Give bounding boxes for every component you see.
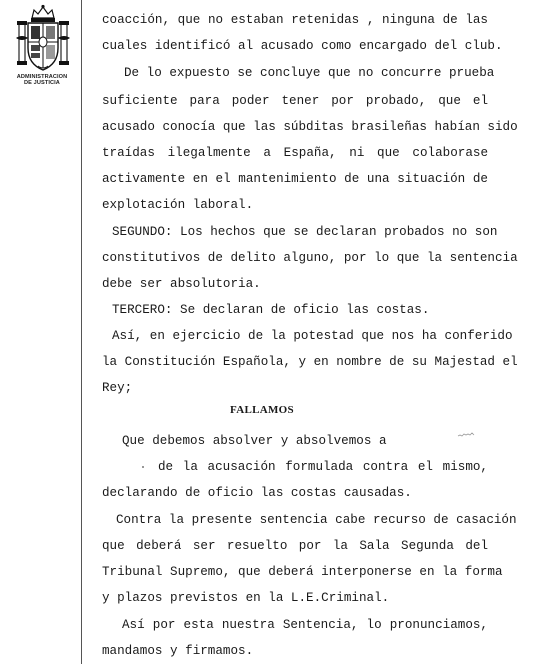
crest-caption-line1: ADMINISTRACION	[16, 74, 68, 80]
margin-rule	[81, 0, 82, 664]
text-line: suficiente para poder tener por probado, que el	[102, 94, 488, 108]
text-line: cuales identificó al acusado como encargado del club.	[102, 39, 503, 53]
text-line: TERCERO: Se declaran de oficio las costas.	[112, 303, 430, 317]
text-line: Que debemos absolver y absolvemos a	[122, 434, 387, 448]
text-line: mandamos y firmamos.	[102, 644, 254, 658]
text-line: De lo expuesto se concluye que no concurre prueba	[124, 66, 495, 80]
text-line: y plazos previstos en la L.E.Criminal.	[102, 591, 390, 605]
text-line: activamente en el mantenimiento de una situación de	[102, 172, 488, 186]
text-line: explotación laboral.	[102, 198, 254, 212]
text-line: la Constitución Española, y en nombre de su Majestad el	[102, 355, 518, 369]
crest-caption	[4, 74, 80, 86]
text-line: constitutivos de delito alguno, por lo que la sentencia	[102, 251, 518, 265]
text-line: Contra la presente sentencia cabe recurso de casación	[116, 513, 517, 527]
text-line: traídas ilegalmente a España, ni que colaborase	[102, 146, 488, 160]
crest-caption-line2: DE JUSTICIA	[24, 80, 60, 86]
text-line: coacción, que no estaban retenidas , ninguna de las	[102, 13, 488, 27]
ruling-heading: FALLAMOS	[230, 404, 294, 416]
text-line: Rey;	[102, 381, 133, 395]
spanish-coat-of-arms-icon	[16, 4, 70, 76]
text-line: Tribunal Supremo, que deberá interponerse en la forma	[102, 565, 503, 579]
text-line: Así por esta nuestra Sentencia, lo pronunciamos,	[122, 618, 488, 632]
text-line: acusado conocía que las súbditas brasileñas habían sido	[102, 120, 518, 134]
text-line: debe ser absolutoria.	[102, 277, 261, 291]
scan-mark	[456, 432, 478, 438]
text-line: Así, en ejercicio de la potestad que nos ha conferido	[112, 329, 513, 343]
text-line: que deberá ser resuelto por la Sala Segunda del	[102, 539, 488, 553]
scan-mark	[142, 466, 144, 468]
text-line: de la acusación formulada contra el mismo,	[158, 460, 488, 474]
text-line: declarando de oficio las costas causadas.	[102, 486, 412, 500]
text-line: SEGUNDO: Los hechos que se declaran probados no son	[112, 225, 498, 239]
